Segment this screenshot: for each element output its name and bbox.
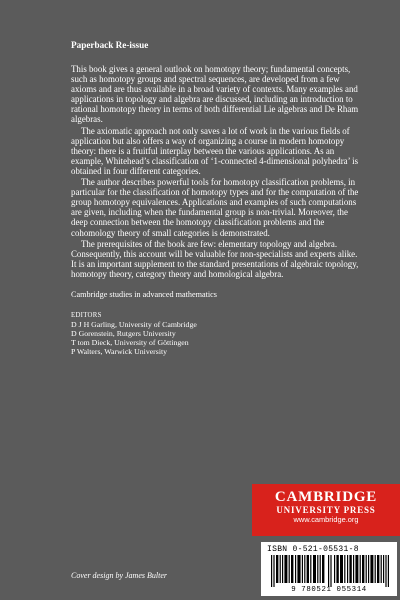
editors-heading: EDITORS [71, 311, 102, 319]
blurb-paragraph-1: This book gives a general outlook on homotopy theory; fundamental concepts, such as homotopy groups and spectral sequences, are developed from a few axioms and are thus available in a broad variety of contexts. Many examples and applications in topology and algebra are discussed, including an introduction to rational homotopy theory in terms of both differential Lie algebras and De Rham algebras. [71, 64, 359, 125]
editor-name: T tom Dieck, University of Göttingen [71, 337, 189, 347]
reissue-heading: Paperback Re-issue [71, 40, 149, 50]
editors-block [71, 311, 361, 356]
barcode-panel [261, 542, 397, 596]
publisher-name: CAMBRIDGE [274, 489, 378, 505]
cover-design-credit: Cover design by James Bulter [71, 571, 167, 580]
publisher-subname: UNIVERSITY PRESS [276, 505, 376, 515]
blurb-paragraph-3: The author describes powerful tools for homotopy classification problems, in particular for the classification of homotopy types and for the computation of the group homotopy equivalences. Applications and examples of such computations are given, including when the fundamental group is non-trivial. Moreover, the deep connection between the homotopy classification problems and the cohomology theory of small categories is demonstrated. [71, 177, 359, 238]
publisher-url: www.cambridge.org [293, 515, 359, 524]
editor-name: D Gorenstein, Rutgers University [71, 328, 176, 338]
isbn-number: ISBN 0-521-05531-8 [267, 545, 359, 554]
series-title: Cambridge studies in advanced mathematics [71, 289, 217, 299]
editor-name: P Walters, Warwick University [71, 346, 168, 356]
cover-text [71, 40, 361, 356]
barcode-icon [271, 555, 391, 587]
editor-name: D J H Garling, University of Cambridge [71, 319, 197, 329]
publisher-logo [252, 484, 400, 536]
blurb-paragraph-4: The prerequisites of the book are few: elementary topology and algebra. Consequently, this account will be valuable for non-specialists and experts alike. It is an important supplement to the standard presentations of algebraic topology, homotopy theory, category theory and homological algebra. [71, 238, 359, 279]
blurb-paragraph-2: The axiomatic approach not only saves a lot of work in the various fields of application but also offers a way of organizing a course in modern homotopy theory: there is a fruitful interplay between the various applications. As an example, Whitehead’s classification of ‘1-connected 4-dimensional polyhedra’ is obtained in four different categories. [71, 125, 359, 176]
ean-number: 9 780521 055314 [291, 586, 367, 594]
